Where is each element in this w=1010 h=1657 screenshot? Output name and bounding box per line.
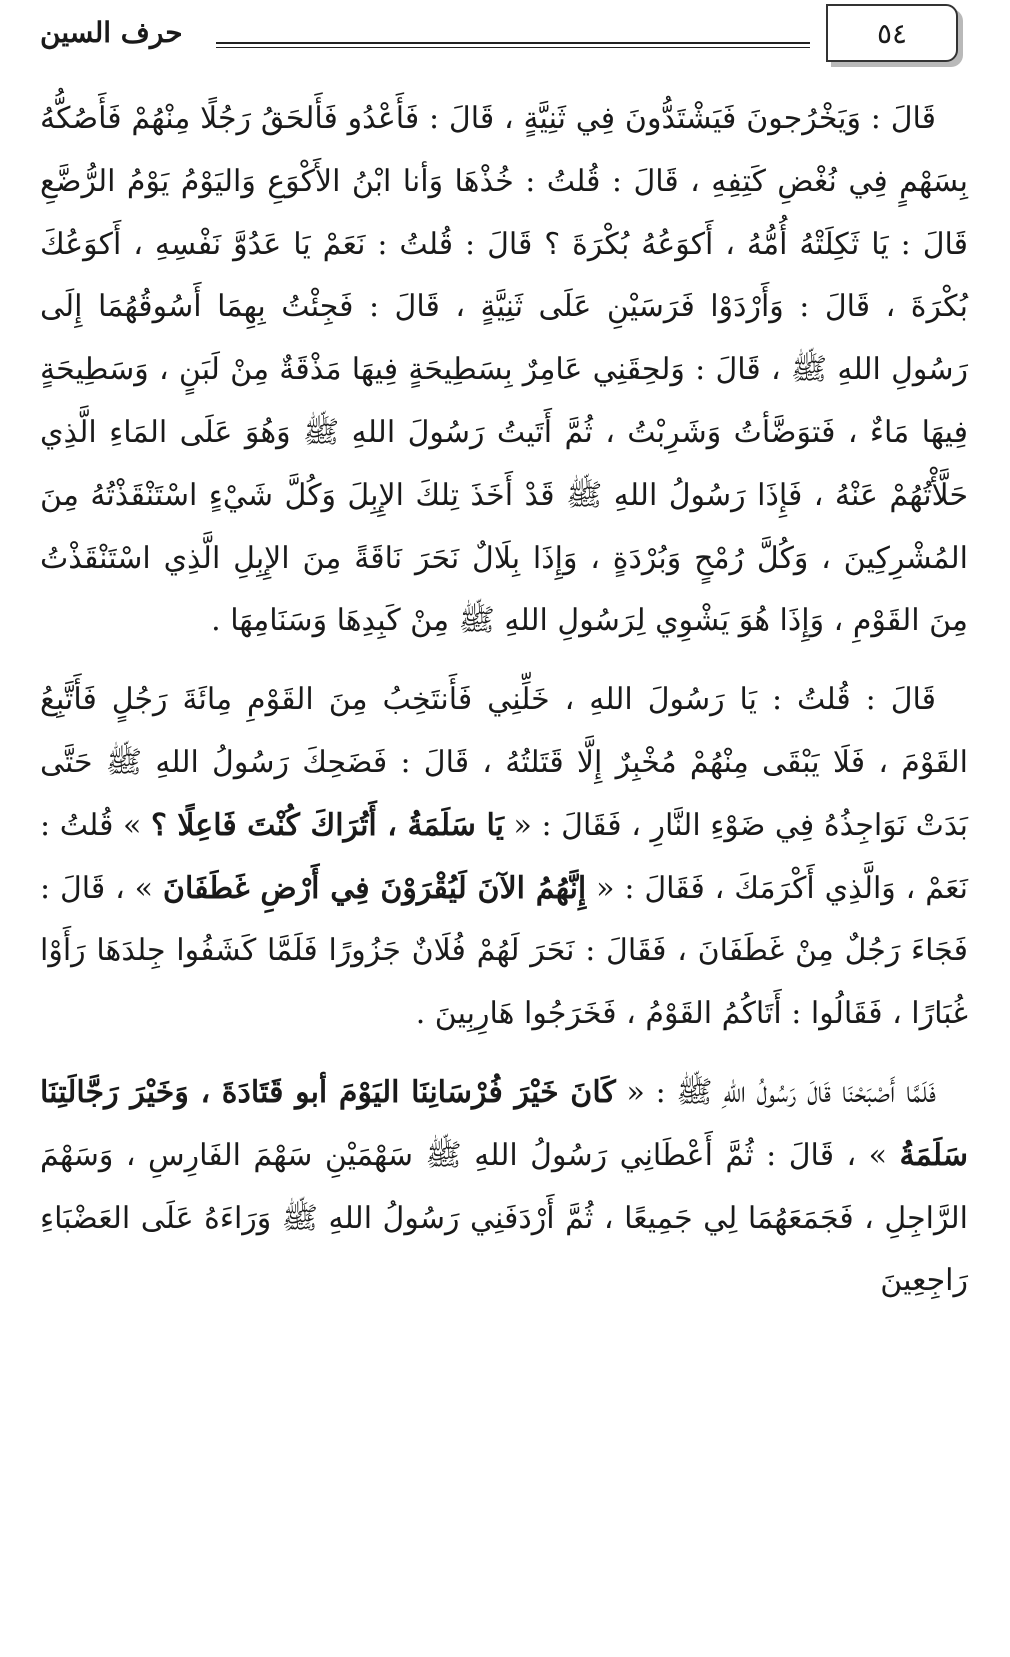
page-body <box>40 88 968 1313</box>
hadith-quote: يَا سَلَمَةُ ، أَتُرَاكَ كُنْتَ فَاعِلًا ؟ <box>150 807 504 843</box>
text-run: قَالَ : وَيَخْرُجونَ فَيَشْتَدُّونَ فِي ثَنِيَّةٍ ، قَالَ : فَأَعْدُو فَأَلحَقُ رَجُلًا مِنْهُمْ فَأَصُكُّهُ بِسَهْمٍ فِي نُغْضِ كَتِفِهِ ، قَالَ : قُلتُ : خُذْهَا وَأنا ابْنُ الأَكْوَعِ وَاليَوْمُ يَوْمُ الرُّضَّعِ قَالَ : يَا ثَكِلَتْهُ أُمُّهُ ، أَكوَعُهُ بُكْرَةَ ؟ قَالَ : قُلتُ : نَعَمْ يَا عَدُوَّ نَفْسِهِ ، أَكوَعُكَ بُكْرَةَ ، قَالَ : وَأَرْدَوْا فَرَسَيْنِ عَلَى ثَنِيَّةٍ ، قَالَ : فَجِئْتُ بِهِمَا أَسُوقُهُمَا إِلَى رَسُولِ اللهِ ﷺ ، قَالَ : وَلحِقَنِي عَامِرٌ بِسَطِيحَةٍ فِيهَا مَذْقَةٌ مِنْ لَبَنٍ ، وَسَطِيحَةٍ فِيهَا مَاءٌ ، فَتوَضَّأتُ وَشَرِبْتُ ، ثُمَّ أَتَيتُ رَسُولَ اللهِ ﷺ وَهُوَ عَلَى المَاءِ الَّذِي حَلَّأْتُهُمْ عَنْهُ ، فَإِذَا رَسُولُ اللهِ ﷺ قَدْ أَخَذَ تِلكَ الإِبِلَ وَكُلَّ شَيْءٍ اسْتَنْقَذْتُهُ مِنَ المُشْرِكِينَ ، وَكُلَّ رُمْحٍ وَبُرْدَةٍ ، وَإِذَا بِلَالٌ نَحَرَ نَاقَةً مِنَ الإِبِلِ الَّذِي اسْتَنْقَذْتُ مِنَ القَوْمِ ، وَإِذَا هُوَ يَشْوِي لِرَسُولِ اللهِ ﷺ مِنْ كَبِدِهَا وَسَنَامِهَا . <box>40 101 968 639</box>
hadith-quote: كَانَ خَيْرَ فُرْسَانِنَا اليَوْمَ أبو قَتَادَةَ ، وَخَيْرَ رَجَّالَتِنَا سَلَمَةُ <box>40 1074 968 1173</box>
paragraph <box>40 88 968 653</box>
text-run: فَلَمَّا أَصْبَحْنَا قَالَ رَسُولُ اللهِ ﷺ : « <box>615 1074 936 1110</box>
text-run: قَالَ : قُلتُ : يَا رَسُولَ اللهِ ، خَلِّنِي فَأَنتَخِبُ مِنَ القَوْمِ مِائَةَ رَجُلٍ فَأَتَّبِعُ القَوْمَ ، فَلَا يَبْقَى مِنْهُمْ مُخْبِرٌ إِلَّا قَتَلتُهُ ، قَالَ : فَضَحِكَ رَسُولُ اللهِ ﷺ حَتَّى بَدَتْ نَوَاجِذُهُ فِي ضَوْءِ النَّارِ ، فَقَالَ : « <box>40 682 968 843</box>
section-title: حرف السين <box>40 16 183 49</box>
paragraph <box>40 1062 968 1313</box>
header-rule <box>216 42 810 48</box>
page-header <box>40 4 968 70</box>
text-run: » ، قَالَ : فَجَاءَ رَجُلٌ مِنْ غَطَفَانَ ، فَقَالَ : نَحَرَ لَهُمْ فُلَانٌ جَزُورًا فَلَمَّا كَشَفُوا جِلدَهَا رَأَوْا غُبَارًا ، فَقَالُوا : أَتَاكُمُ القَوْمُ ، فَخَرَجُوا هَارِبِينَ . <box>40 870 968 1032</box>
text-run: » قُلتُ : نَعَمْ ، وَالَّذِي أَكْرَمَكَ ، فَقَالَ : « <box>40 807 968 906</box>
page-number: ٥٤ <box>826 4 958 62</box>
paragraph <box>40 669 968 1046</box>
hadith-quote: إِنَّهُمُ الآنَ لَيُقْرَوْنَ فِي أَرْضِ غَطَفَانَ <box>162 870 587 906</box>
text-run: » ، قَالَ : ثُمَّ أَعْطَانِي رَسُولُ اللهِ ﷺ سَهْمَيْنِ سَهْمَ الفَارِسِ ، وَسَهْمَ الرَّاجِلِ ، فَجَمَعَهُمَا لِي جَمِيعًا ، ثُمَّ أَرْدَفَنِي رَسُولُ اللهِ ﷺ وَرَاءَهُ عَلَى العَضْبَاءِ رَاجِعِينَ <box>40 1137 968 1299</box>
